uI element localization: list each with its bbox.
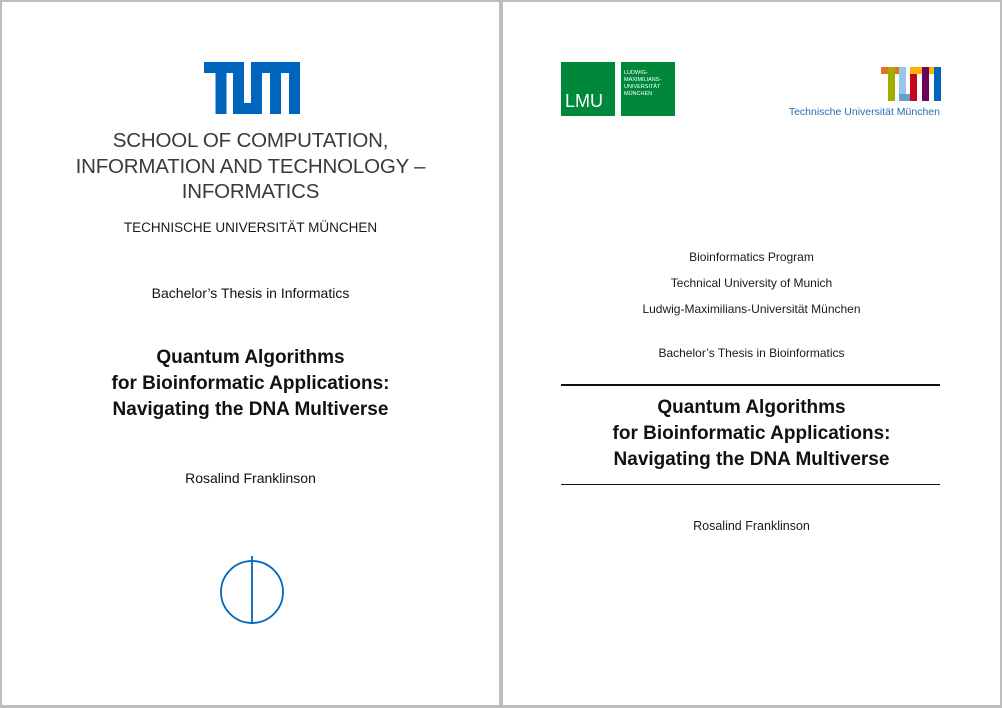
school-line: INFORMATICS (181, 180, 320, 203)
title-line: for Bioinformatic Applications: (612, 423, 891, 444)
thesis-type: Bachelor’s Thesis in Bioinformatics (658, 346, 845, 360)
title-line: Quantum Algorithms (156, 347, 345, 368)
title-line: Navigating the DNA Multiverse (613, 449, 890, 470)
university-seal-icon (218, 554, 286, 626)
svg-text:UNIVERSITÄT: UNIVERSITÄT (624, 84, 661, 90)
author-name: Rosalind Franklinson (185, 470, 316, 486)
svg-text:LMU: LMU (565, 91, 604, 111)
university-name: TECHNISCHE UNIVERSITÄT MÜNCHEN (123, 220, 378, 235)
title-line: for Bioinformatic Applications: (111, 373, 390, 394)
tum-logo-colorful (881, 67, 941, 101)
svg-text:MÜNCHEN: MÜNCHEN (624, 91, 653, 97)
cover-page-left (2, 2, 499, 705)
school-line: INFORMATION AND TECHNOLOGY – (75, 154, 426, 178)
title-rule-top (561, 384, 940, 386)
title-line: Quantum Algorithms (657, 397, 846, 418)
tum-logo (204, 62, 300, 114)
title-line: Navigating the DNA Multiverse (112, 399, 389, 420)
thesis-title (2, 345, 499, 423)
thesis-title (503, 395, 1000, 473)
program-name: Bioinformatics Program (689, 250, 814, 264)
svg-text:MAXIMILIANS-: MAXIMILIANS- (624, 77, 662, 83)
school-name (2, 128, 499, 205)
title-rule-bottom (561, 484, 940, 485)
thesis-type: Bachelor’s Thesis in Informatics (151, 285, 350, 301)
tum-name: Technische Universität München (788, 106, 940, 118)
university-english: Technical University of Munich (670, 276, 833, 290)
author-name: Rosalind Franklinson (693, 519, 810, 533)
svg-text:LUDWIG-: LUDWIG- (624, 70, 648, 76)
university-lmu: Ludwig-Maximilians-Universität München (642, 302, 861, 316)
cover-page-right (503, 2, 1000, 705)
school-line: SCHOOL OF COMPUTATION, (112, 129, 389, 152)
lmu-logo (561, 62, 675, 116)
